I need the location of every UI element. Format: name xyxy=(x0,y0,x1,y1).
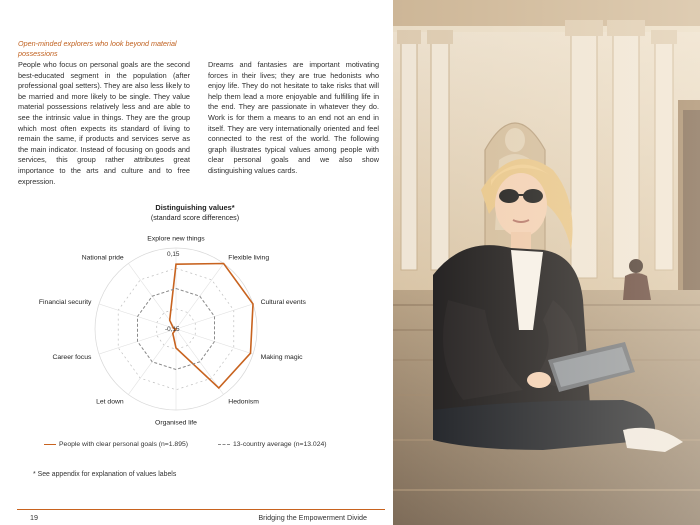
chart-subtitle: (standard score differences) xyxy=(150,214,240,222)
legend-item-personal-goals xyxy=(44,441,188,448)
axis-label-cultural-events: Cultural events xyxy=(260,299,306,306)
axis-label-making-magic: Making magic xyxy=(260,354,303,361)
photo-woman-on-steps xyxy=(393,0,700,525)
legend-label-average: 13-country average (n=13.024) xyxy=(233,441,327,448)
radar-labels xyxy=(39,236,307,427)
legend-label-personal-goals: People with clear personal goals (n=1.895) xyxy=(59,441,189,448)
radar-chart xyxy=(0,226,393,441)
legend-solid-line-icon xyxy=(44,444,56,445)
axis-label-career-focus: Career focus xyxy=(52,354,92,361)
axis-label-organised-life: Organised life xyxy=(155,419,197,427)
footer-title: Bridging the Empowerment Divide xyxy=(258,513,367,522)
axis-label-explore-new-things: Explore new things xyxy=(147,235,205,243)
radar-series xyxy=(138,264,254,389)
section-heading: Open-minded explorers who look beyond material possessions xyxy=(18,39,177,58)
page-number: 19 xyxy=(30,513,38,522)
axis-label-let-down: Let down xyxy=(96,398,124,406)
body-text-left: People who focus on personal goals are the second best-educated segment in the population (after professional goal setters). They are also less likely to be married and more likely to be single. They value material possessions relatively less and are able to see the intrinsic value in things. They are the group which most often expects its standard of living to remain the same, if products and services serve as the main indicator. Instead of focusing on goods and services, this group rather attributes great importance to the arts and culture and to free expression. xyxy=(18,60,190,186)
series-line-personal-goals xyxy=(170,264,253,389)
axis-label-financial-security: Financial security xyxy=(38,299,92,306)
tick-label-max: 0,15 xyxy=(167,251,180,258)
legend-dashed-line-icon xyxy=(218,444,230,445)
photo-illustration xyxy=(393,0,700,525)
axis-label-flexible-living: Flexible living xyxy=(228,254,270,262)
tick-label-min: -0,15 xyxy=(165,326,180,333)
body-text-right: Dreams and fantasies are important motivating forces in their lives; they are true hedonists who enjoy life. They do not hesitate to take risks that will help them lead a more enjoyable and fulfilling life in the end. They are passionate in whatever they do. Work is for them a means to an end not an end in itself. They are very internationally oriented and feel connected to the rest of the world. The following graph illustrates typical values among people with clear personal goals and we also show distinguishing values cards. xyxy=(208,60,379,175)
legend-item-average xyxy=(218,441,327,448)
footer-divider xyxy=(17,509,385,510)
footnote: * See appendix for explanation of values labels xyxy=(33,471,177,478)
axis-label-national-pride: National pride xyxy=(81,254,124,262)
chart-title: Distinguishing values* xyxy=(155,203,235,212)
axis-label-hedonism: Hedonism xyxy=(228,398,259,406)
